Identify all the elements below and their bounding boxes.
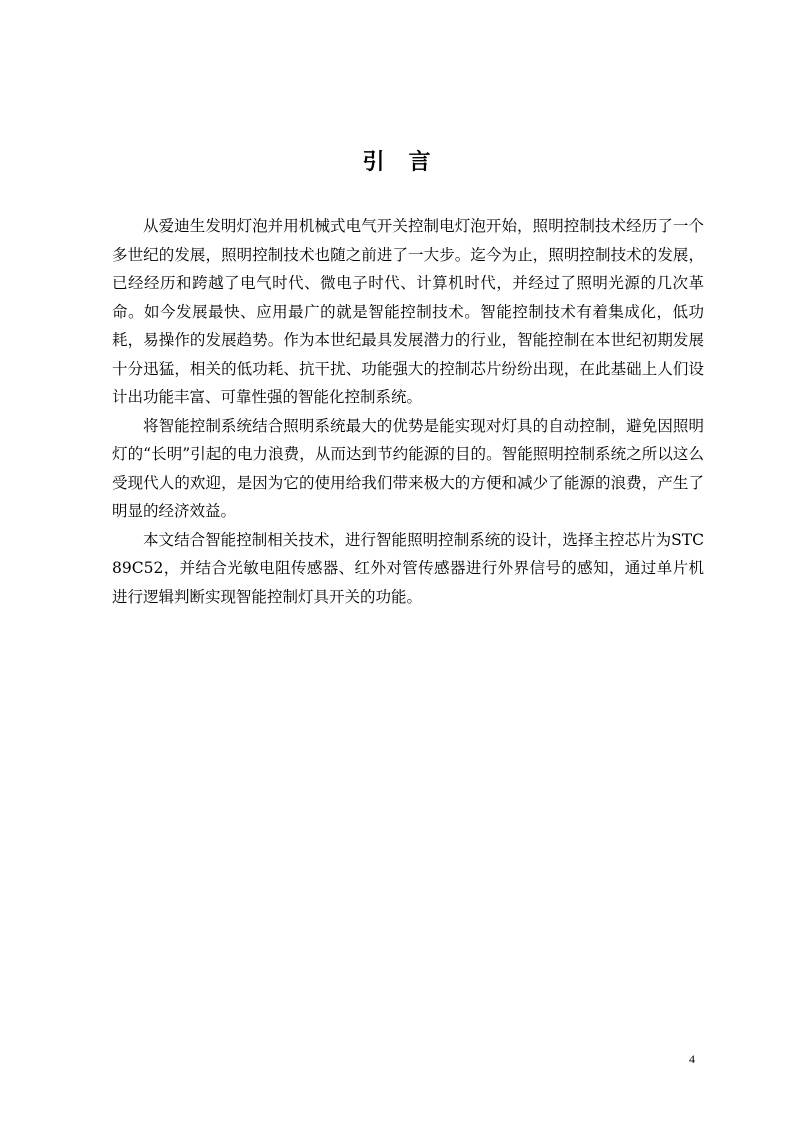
paragraph-3: 本文结合智能控制相关技术，进行智能照明控制系统的设计，选择主控芯片为STC89C52，并结合光敏电阻传感器、红外对管传感器进行外界信号的感知，通过单片机进行逻辑判断实现智能控制灯具开关的功能。 (112, 530, 704, 606)
body-text (112, 212, 704, 611)
page-title: 引言 (362, 150, 455, 175)
page-number: 4 (689, 1052, 695, 1066)
paragraph-2: 将智能控制系统结合照明系统最大的优势是能实现对灯具的自动控制，避免因照明灯的“长明”引起的电力浪费，从而达到节约能源的目的。智能照明控制系统之所以这么受现代人的欢迎，是因为它的使用给我们带来极大的方便和减少了能源的浪费，产生了明显的经济效益。 (112, 416, 704, 520)
paragraph-1: 从爱迪生发明灯泡并用机械式电气开关控制电灯泡开始，照明控制技术经历了一个多世纪的发展，照明控制技术也随之前进了一大步。迄今为止，照明控制技术的发展，已经经历和跨越了电气时代、微电子时代、计算机时代，并经过了照明光源的几次革命。如今发展最快、应用最广的就是智能控制技术。智能控制技术有着集成化，低功耗，易操作的发展趋势。作为本世纪最具发展潜力的行业，智能控制在本世纪初期发展十分迅猛，相关的低功耗、抗干扰、功能强大的控制芯片纷纷出现，在此基础上人们设计出功能丰富、可靠性强的智能化控制系统。 (112, 217, 704, 406)
